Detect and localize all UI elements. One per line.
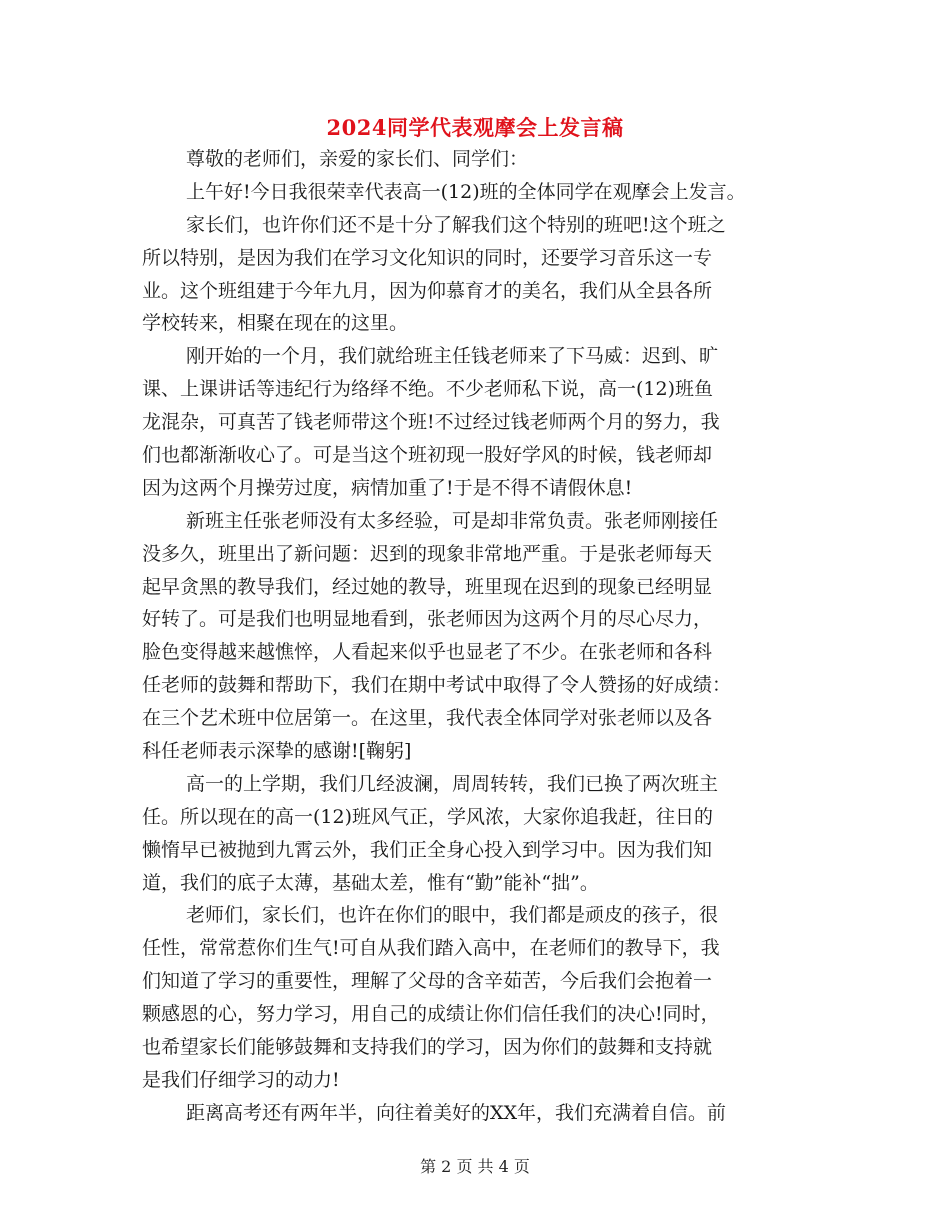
- body-text-line: 上午好!今日我很荣幸代表高一(12)班的全体同学在观摩会上发言。: [186, 180, 746, 203]
- body-text-line: 龙混杂，可真苦了钱老师带这个班!不过经过钱老师两个月的努力，我: [142, 411, 720, 434]
- body-text-line: 课、上课讲话等违纪行为络绎不绝。不少老师私下说，高一(12)班鱼: [142, 378, 714, 401]
- body-text-line: 任老师的鼓舞和帮助下，我们在期中考试中取得了令人赞扬的好成绩：: [142, 674, 732, 697]
- body-text-line: 在三个艺术班中位居第一。在这里，我代表全体同学对张老师以及各: [142, 707, 713, 730]
- body-text-line: 是我们仔细学习的动力!: [142, 1068, 340, 1091]
- body-text-line: 家长们，也许你们还不是十分了解我们这个特别的班吧!这个班之: [186, 213, 726, 236]
- body-text-line: 任性，常常惹你们生气!可自从我们踏入高中，在老师们的教导下，我: [142, 937, 720, 960]
- body-text-line: 起早贪黑的教导我们，经过她的教导，班里现在迟到的现象已经明显: [142, 575, 713, 598]
- document-body: [142, 143, 812, 1130]
- body-text-line: 道，我们的底子太薄，基础太差，惟有“勤”能补“拙”。: [142, 871, 599, 894]
- body-text-line: 高一的上学期，我们几经波澜，周周转转，我们已换了两次班主: [186, 772, 719, 795]
- body-text-line: 也希望家长们能够鼓舞和支持我们的学习，因为你们的鼓舞和支持就: [142, 1036, 713, 1059]
- body-text-line: 因为这两个月操劳过度，病情加重了!于是不得不请假休息!: [142, 476, 633, 499]
- body-text-line: 颗感恩的心，努力学习，用自己的成绩让你们信任我们的决心!同时，: [142, 1003, 720, 1026]
- body-text-line: 学校转来，相聚在现在的这里。: [142, 312, 409, 335]
- body-text-line: 尊敬的老师们，亲爱的家长们、同学们：: [186, 148, 529, 170]
- document-title: 2024同学代表观摩会上发言稿: [326, 115, 624, 140]
- body-text-line: 脸色变得越来越憔悴，人看起来似乎也显老了不少。在张老师和各科: [142, 641, 713, 664]
- body-text-line: 好转了。可是我们也明显地看到，张老师因为这两个月的尽心尽力，: [142, 608, 713, 631]
- body-text-line: 们知道了学习的重要性，理解了父母的含辛茹苦，今后我们会抱着一: [142, 970, 713, 993]
- page-footer: 第 2 页 共 4 页: [420, 1157, 530, 1176]
- body-text-line: 新班主任张老师没有太多经验，可是却非常负责。张老师刚接任: [186, 509, 719, 532]
- body-text-line: 科任老师表示深挚的感谢![鞠躬]: [142, 740, 412, 763]
- body-text-line: 们也都渐渐收心了。可是当这个班初现一股好学风的时候，钱老师却: [142, 444, 713, 467]
- body-text-line: 刚开始的一个月，我们就给班主任钱老师来了下马威：迟到、旷: [186, 345, 719, 368]
- body-text-line: 没多久，班里出了新问题：迟到的现象非常地严重。于是张老师每天: [142, 542, 713, 565]
- body-text-line: 距离高考还有两年半，向往着美好的XX年，我们充满着自信。前: [186, 1101, 727, 1124]
- body-text-line: 任。所以现在的高一(12)班风气正，学风浓，大家你追我赶，往日的: [142, 805, 714, 828]
- body-text-line: 业。这个班组建于今年九月，因为仰慕育才的美名，我们从全县各所: [142, 279, 713, 302]
- body-text-line: 所以特别，是因为我们在学习文化知识的同时，还要学习音乐这一专: [142, 246, 713, 269]
- body-text-line: 懒惰早已被抛到九霄云外，我们正全身心投入到学习中。因为我们知: [142, 838, 713, 861]
- body-text-line: 老师们，家长们，也许在你们的眼中，我们都是顽皮的孩子，很: [186, 904, 719, 927]
